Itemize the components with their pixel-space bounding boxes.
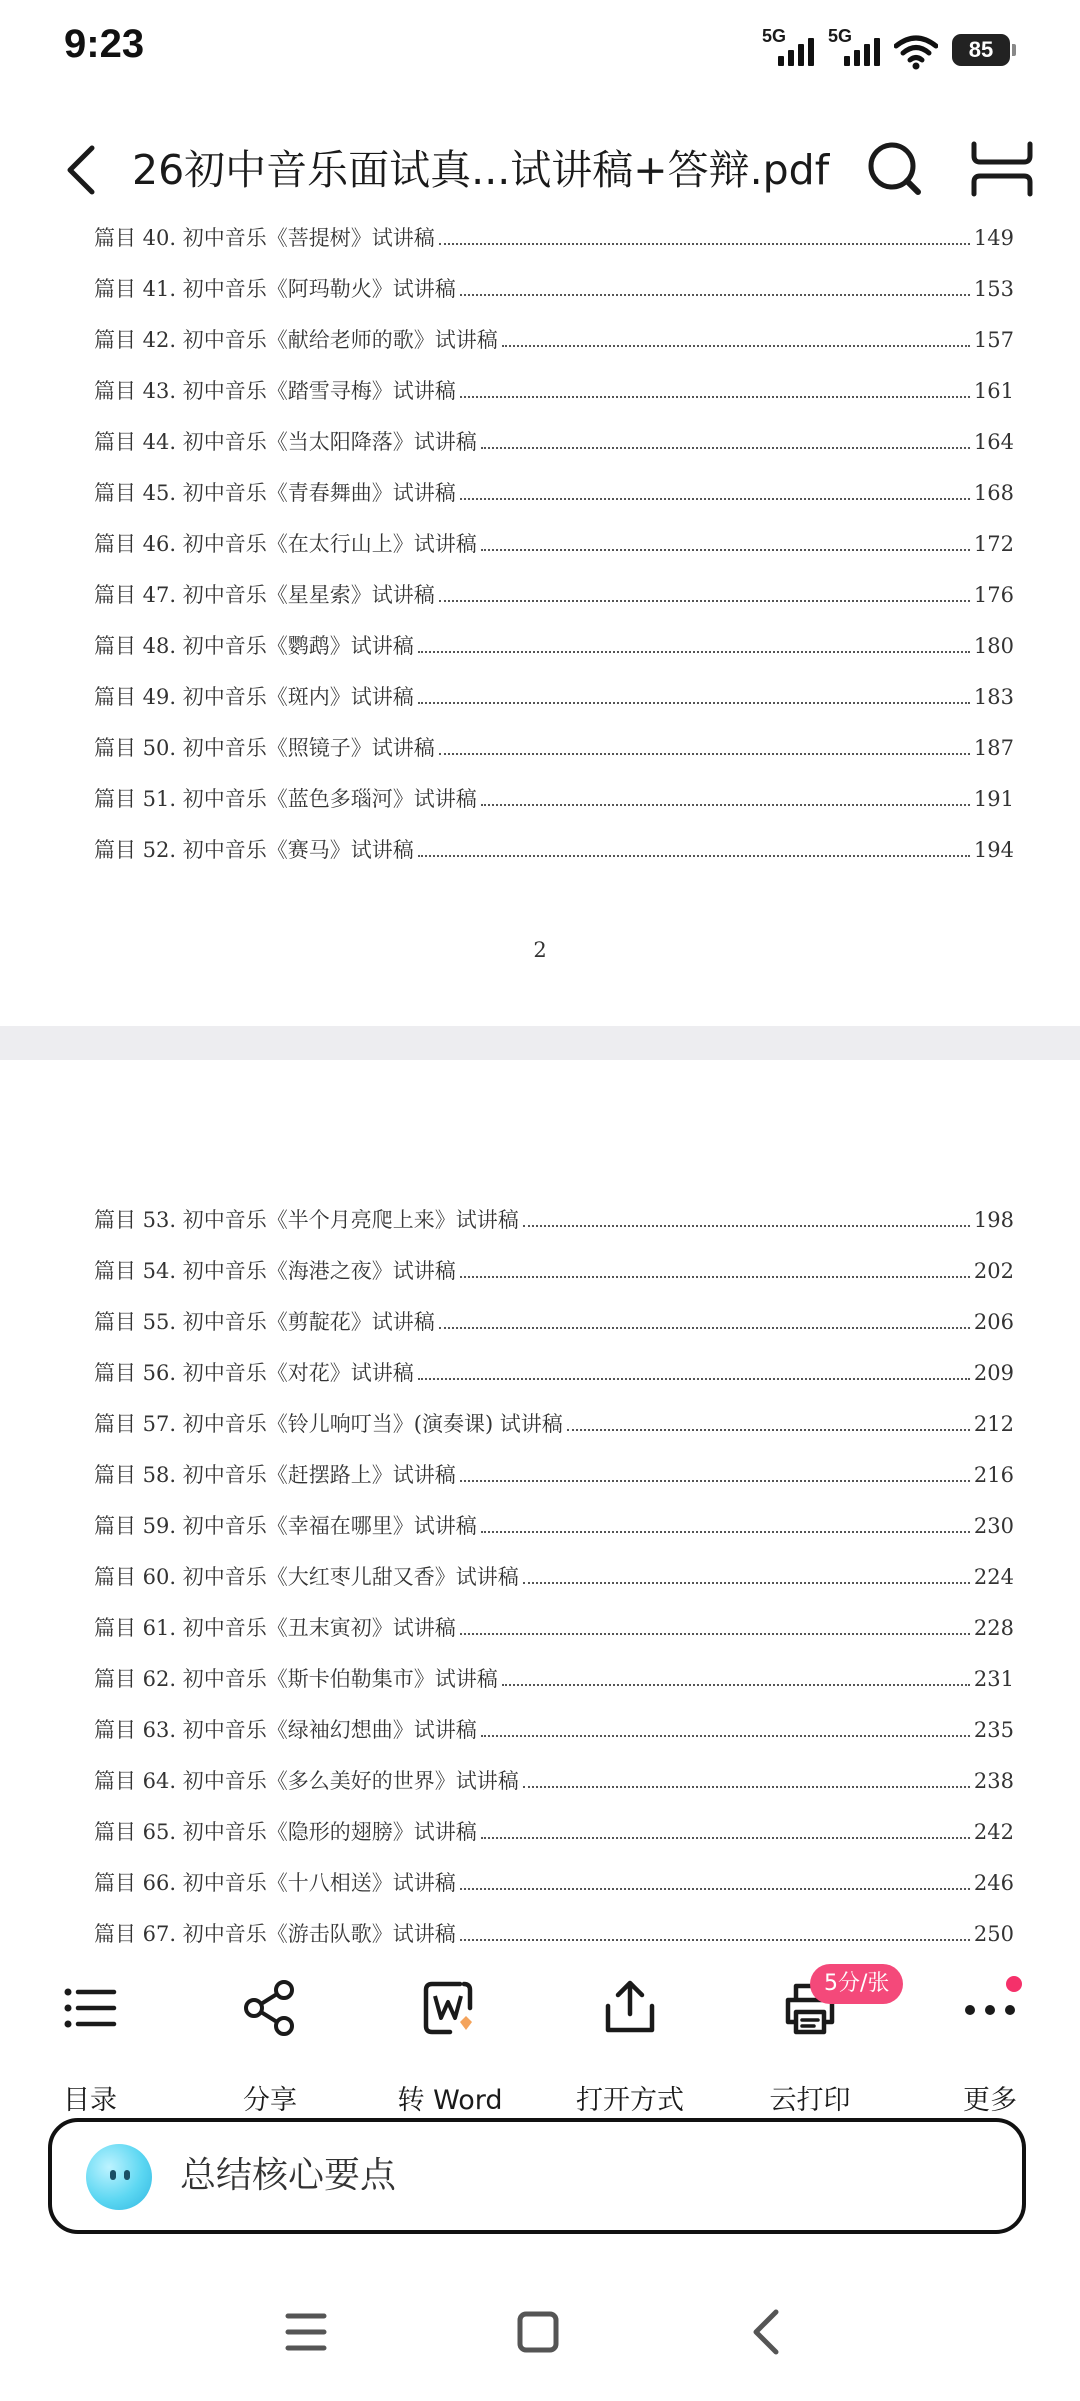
toc-entry[interactable]: [94, 375, 1014, 411]
system-navigation-bar: [0, 2270, 1080, 2401]
home-button[interactable]: [508, 2302, 568, 2362]
toc-page-number: 180: [973, 634, 1014, 658]
toc-entry-title: 篇目 40. 初中音乐《菩提树》试讲稿: [94, 226, 435, 250]
toc-page-number: 230: [973, 1514, 1014, 1538]
toc-leader: [418, 1378, 970, 1380]
toc-page-number: 161: [973, 379, 1014, 403]
toc-leader: [523, 1786, 970, 1788]
toc-entry[interactable]: [94, 477, 1014, 513]
search-button[interactable]: [862, 136, 928, 202]
toc-entry[interactable]: [94, 579, 1014, 615]
toolbar-label: 云打印: [769, 2085, 851, 2116]
toc-leader: [439, 243, 970, 245]
toc-page-number: 153: [973, 277, 1014, 301]
toc-entry-title: 篇目 66. 初中音乐《十八相送》试讲稿: [94, 1871, 456, 1895]
toc-entry-title: 篇目 67. 初中音乐《游击队歌》试讲稿: [94, 1922, 456, 1946]
network-type-label: 5G: [762, 26, 787, 46]
toc-entry-title: 篇目 55. 初中音乐《剪靛花》试讲稿: [94, 1310, 435, 1334]
toc-page-number: 194: [973, 838, 1014, 862]
toc-entry-title: 篇目 44. 初中音乐《当太阳降落》试讲稿: [94, 430, 477, 454]
toc-entry[interactable]: [94, 681, 1014, 717]
pdf-page[interactable]: [0, 1060, 1080, 1950]
toc-entry[interactable]: [94, 1612, 1014, 1648]
ai-summary-button[interactable]: [48, 2118, 1026, 2234]
toc-entry-title: 篇目 53. 初中音乐《半个月亮爬上来》试讲稿: [94, 1208, 519, 1232]
toc-leader: [460, 294, 970, 296]
pdf-page-number: 2: [533, 938, 547, 962]
share-button[interactable]: [195, 1978, 345, 2116]
toc-leader: [439, 1327, 970, 1329]
toc-page-number: 242: [973, 1820, 1014, 1844]
toc-entry[interactable]: [94, 1714, 1014, 1750]
toc-entry-title: 篇目 49. 初中音乐《斑内》试讲稿: [94, 685, 414, 709]
page-separator: [0, 1026, 1080, 1060]
ai-summary-label: 总结核心要点: [180, 2155, 397, 2196]
toc-leader: [460, 1939, 970, 1941]
toc-leader: [567, 1429, 970, 1431]
print-price-badge: 5分/张: [810, 1964, 903, 2004]
toc-page-number: 168: [973, 481, 1014, 505]
toc-leader: [523, 1582, 970, 1584]
toc-page-number: 250: [973, 1922, 1014, 1946]
search-icon: [862, 136, 928, 202]
toc-leader: [460, 1888, 970, 1890]
home-square-icon: [508, 2302, 568, 2362]
toc-leader: [481, 804, 970, 806]
toc-leader: [502, 345, 970, 347]
battery-icon: [952, 34, 1010, 66]
chevron-left-icon: [738, 2302, 798, 2362]
toc-entry[interactable]: [94, 1663, 1014, 1699]
toc-entry-title: 篇目 47. 初中音乐《星星索》试讲稿: [94, 583, 435, 607]
system-back-button[interactable]: [738, 2302, 798, 2362]
toc-page-number: 235: [973, 1718, 1014, 1742]
share-icon: [240, 1978, 300, 2038]
toc-leader: [481, 1837, 970, 1839]
scan-icon: [966, 136, 1038, 202]
signal-icon-sim2: [828, 26, 880, 70]
toc-entry-title: 篇目 64. 初中音乐《多么美好的世界》试讲稿: [94, 1769, 519, 1793]
toc-entry-title: 篇目 52. 初中音乐《赛马》试讲稿: [94, 838, 414, 862]
toc-page-number: 191: [973, 787, 1014, 811]
toc-entry-title: 篇目 41. 初中音乐《阿玛勒火》试讲稿: [94, 277, 456, 301]
document-title: 26初中音乐面试真...试讲稿+答辩.pdf: [132, 146, 830, 194]
toolbar-label: 打开方式: [576, 2085, 684, 2116]
toc-entry[interactable]: [94, 783, 1014, 819]
toc-leader: [481, 447, 970, 449]
toc-entry-title: 篇目 60. 初中音乐《大红枣儿甜又香》试讲稿: [94, 1565, 519, 1589]
toc-entry[interactable]: [94, 834, 1014, 870]
document-header: [0, 120, 1080, 220]
toc-entry[interactable]: [94, 1867, 1014, 1903]
toc-entry[interactable]: [94, 1408, 1014, 1444]
toc-page-number: 212: [973, 1412, 1014, 1436]
toc-leader: [418, 702, 970, 704]
toc-entry[interactable]: [94, 1357, 1014, 1393]
list-icon: [60, 1978, 120, 2038]
toc-page-number: 198: [973, 1208, 1014, 1232]
toc-page-number: 231: [973, 1667, 1014, 1691]
toc-entry-title: 篇目 48. 初中音乐《鹦鹉》试讲稿: [94, 634, 414, 658]
toc-page-number: 224: [973, 1565, 1014, 1589]
toc-entry[interactable]: [94, 630, 1014, 666]
more-button[interactable]: [915, 1978, 1065, 2116]
toc-entry[interactable]: [94, 273, 1014, 309]
ai-assistant-avatar-icon: [86, 2144, 152, 2210]
toc-entry[interactable]: [94, 426, 1014, 462]
status-bar: [0, 0, 1080, 100]
network-type-label: 5G: [828, 26, 853, 46]
toc-entry-title: 篇目 63. 初中音乐《绿袖幻想曲》试讲稿: [94, 1718, 477, 1742]
toc-page-number: 187: [973, 736, 1014, 760]
toc-page-number: 149: [973, 226, 1014, 250]
toc-entry-title: 篇目 43. 初中音乐《踏雪寻梅》试讲稿: [94, 379, 456, 403]
toolbar-label: 更多: [963, 2085, 1017, 2116]
toc-page-number: 172: [973, 532, 1014, 556]
toc-leader: [481, 1531, 970, 1533]
toc-leader: [460, 1276, 970, 1278]
toc-page-number: 157: [973, 328, 1014, 352]
wifi-icon: [894, 34, 938, 70]
toc-entry-title: 篇目 58. 初中音乐《赶摆路上》试讲稿: [94, 1463, 456, 1487]
toc-page-number: 238: [973, 1769, 1014, 1793]
status-icons: [762, 26, 1010, 70]
toc-entry-title: 篇目 61. 初中音乐《丑末寅初》试讲稿: [94, 1616, 456, 1640]
toolbar-label: 转 Word: [397, 2085, 503, 2116]
toc-entry[interactable]: [94, 1510, 1014, 1546]
toc-entry[interactable]: [94, 222, 1014, 258]
toc-leader: [439, 753, 970, 755]
toc-entry-title: 篇目 45. 初中音乐《青春舞曲》试讲稿: [94, 481, 456, 505]
battery-level: 85: [968, 37, 994, 62]
recent-apps-button[interactable]: [276, 2302, 336, 2362]
toc-entry-title: 篇目 42. 初中音乐《献给老师的歌》试讲稿: [94, 328, 498, 352]
status-time: 9:23: [64, 22, 145, 66]
toc-page-number: 216: [973, 1463, 1014, 1487]
toc-entry[interactable]: [94, 732, 1014, 768]
toc-leader: [418, 855, 970, 857]
toc-page-number: 164: [973, 430, 1014, 454]
pdf-page[interactable]: [0, 222, 1080, 1026]
toc-leader: [523, 1225, 970, 1227]
toc-entry[interactable]: [94, 324, 1014, 360]
toc-entry-title: 篇目 65. 初中音乐《隐形的翅膀》试讲稿: [94, 1820, 477, 1844]
notification-dot: [1006, 1976, 1022, 1992]
toc-entry-title: 篇目 54. 初中音乐《海港之夜》试讲稿: [94, 1259, 456, 1283]
toc-entry[interactable]: [94, 1765, 1014, 1801]
toc-entry-title: 篇目 62. 初中音乐《斯卡伯勒集市》试讲稿: [94, 1667, 498, 1691]
toc-entry-title: 篇目 46. 初中音乐《在太行山上》试讲稿: [94, 532, 477, 556]
toc-leader: [460, 498, 970, 500]
toc-page-number: 246: [973, 1871, 1014, 1895]
scan-button[interactable]: [966, 136, 1038, 202]
toc-entry-title: 篇目 59. 初中音乐《幸福在哪里》试讲稿: [94, 1514, 477, 1538]
toc-entry[interactable]: [94, 1255, 1014, 1291]
menu-icon: [276, 2302, 336, 2362]
convert-word-button[interactable]: [375, 1978, 525, 2116]
toc-leader: [460, 1633, 970, 1635]
toc-entry[interactable]: [94, 1816, 1014, 1852]
toc-leader: [460, 1480, 970, 1482]
toolbar-label: 目录: [63, 2085, 117, 2116]
toc-page-number: 209: [973, 1361, 1014, 1385]
open-with-button[interactable]: [555, 1978, 705, 2116]
toc-leader: [418, 651, 970, 653]
chevron-left-icon: [52, 138, 116, 202]
toc-button[interactable]: [15, 1978, 165, 2116]
toolbar-label: 分享: [243, 2085, 297, 2116]
toc-leader: [439, 600, 970, 602]
toc-entry[interactable]: [94, 1561, 1014, 1597]
word-convert-icon: [420, 1978, 480, 2038]
toc-leader: [481, 1735, 970, 1737]
open-with-icon: [600, 1978, 660, 2038]
toc-page-number: 176: [973, 583, 1014, 607]
toc-entry[interactable]: [94, 1459, 1014, 1495]
toc-entry[interactable]: [94, 1918, 1014, 1954]
toc-page-number: 228: [973, 1616, 1014, 1640]
toc-leader: [502, 1684, 970, 1686]
toc-entry[interactable]: [94, 1306, 1014, 1342]
bottom-toolbar: [0, 1950, 1080, 2116]
toc-page-number: 206: [973, 1310, 1014, 1334]
toc-page-number: 183: [973, 685, 1014, 709]
toc-leader: [481, 549, 970, 551]
toc-entry-title: 篇目 50. 初中音乐《照镜子》试讲稿: [94, 736, 435, 760]
toc-entry[interactable]: [94, 1204, 1014, 1240]
toc-entry-title: 篇目 57. 初中音乐《铃儿响叮当》(演奏课) 试讲稿: [94, 1412, 563, 1436]
toc-entry-title: 篇目 51. 初中音乐《蓝色多瑙河》试讲稿: [94, 787, 477, 811]
toc-entry[interactable]: [94, 528, 1014, 564]
toc-page-number: 202: [973, 1259, 1014, 1283]
signal-icon-sim1: [762, 26, 814, 70]
toc-leader: [460, 396, 970, 398]
toc-entry-title: 篇目 56. 初中音乐《对花》试讲稿: [94, 1361, 414, 1385]
back-button[interactable]: [52, 138, 116, 202]
